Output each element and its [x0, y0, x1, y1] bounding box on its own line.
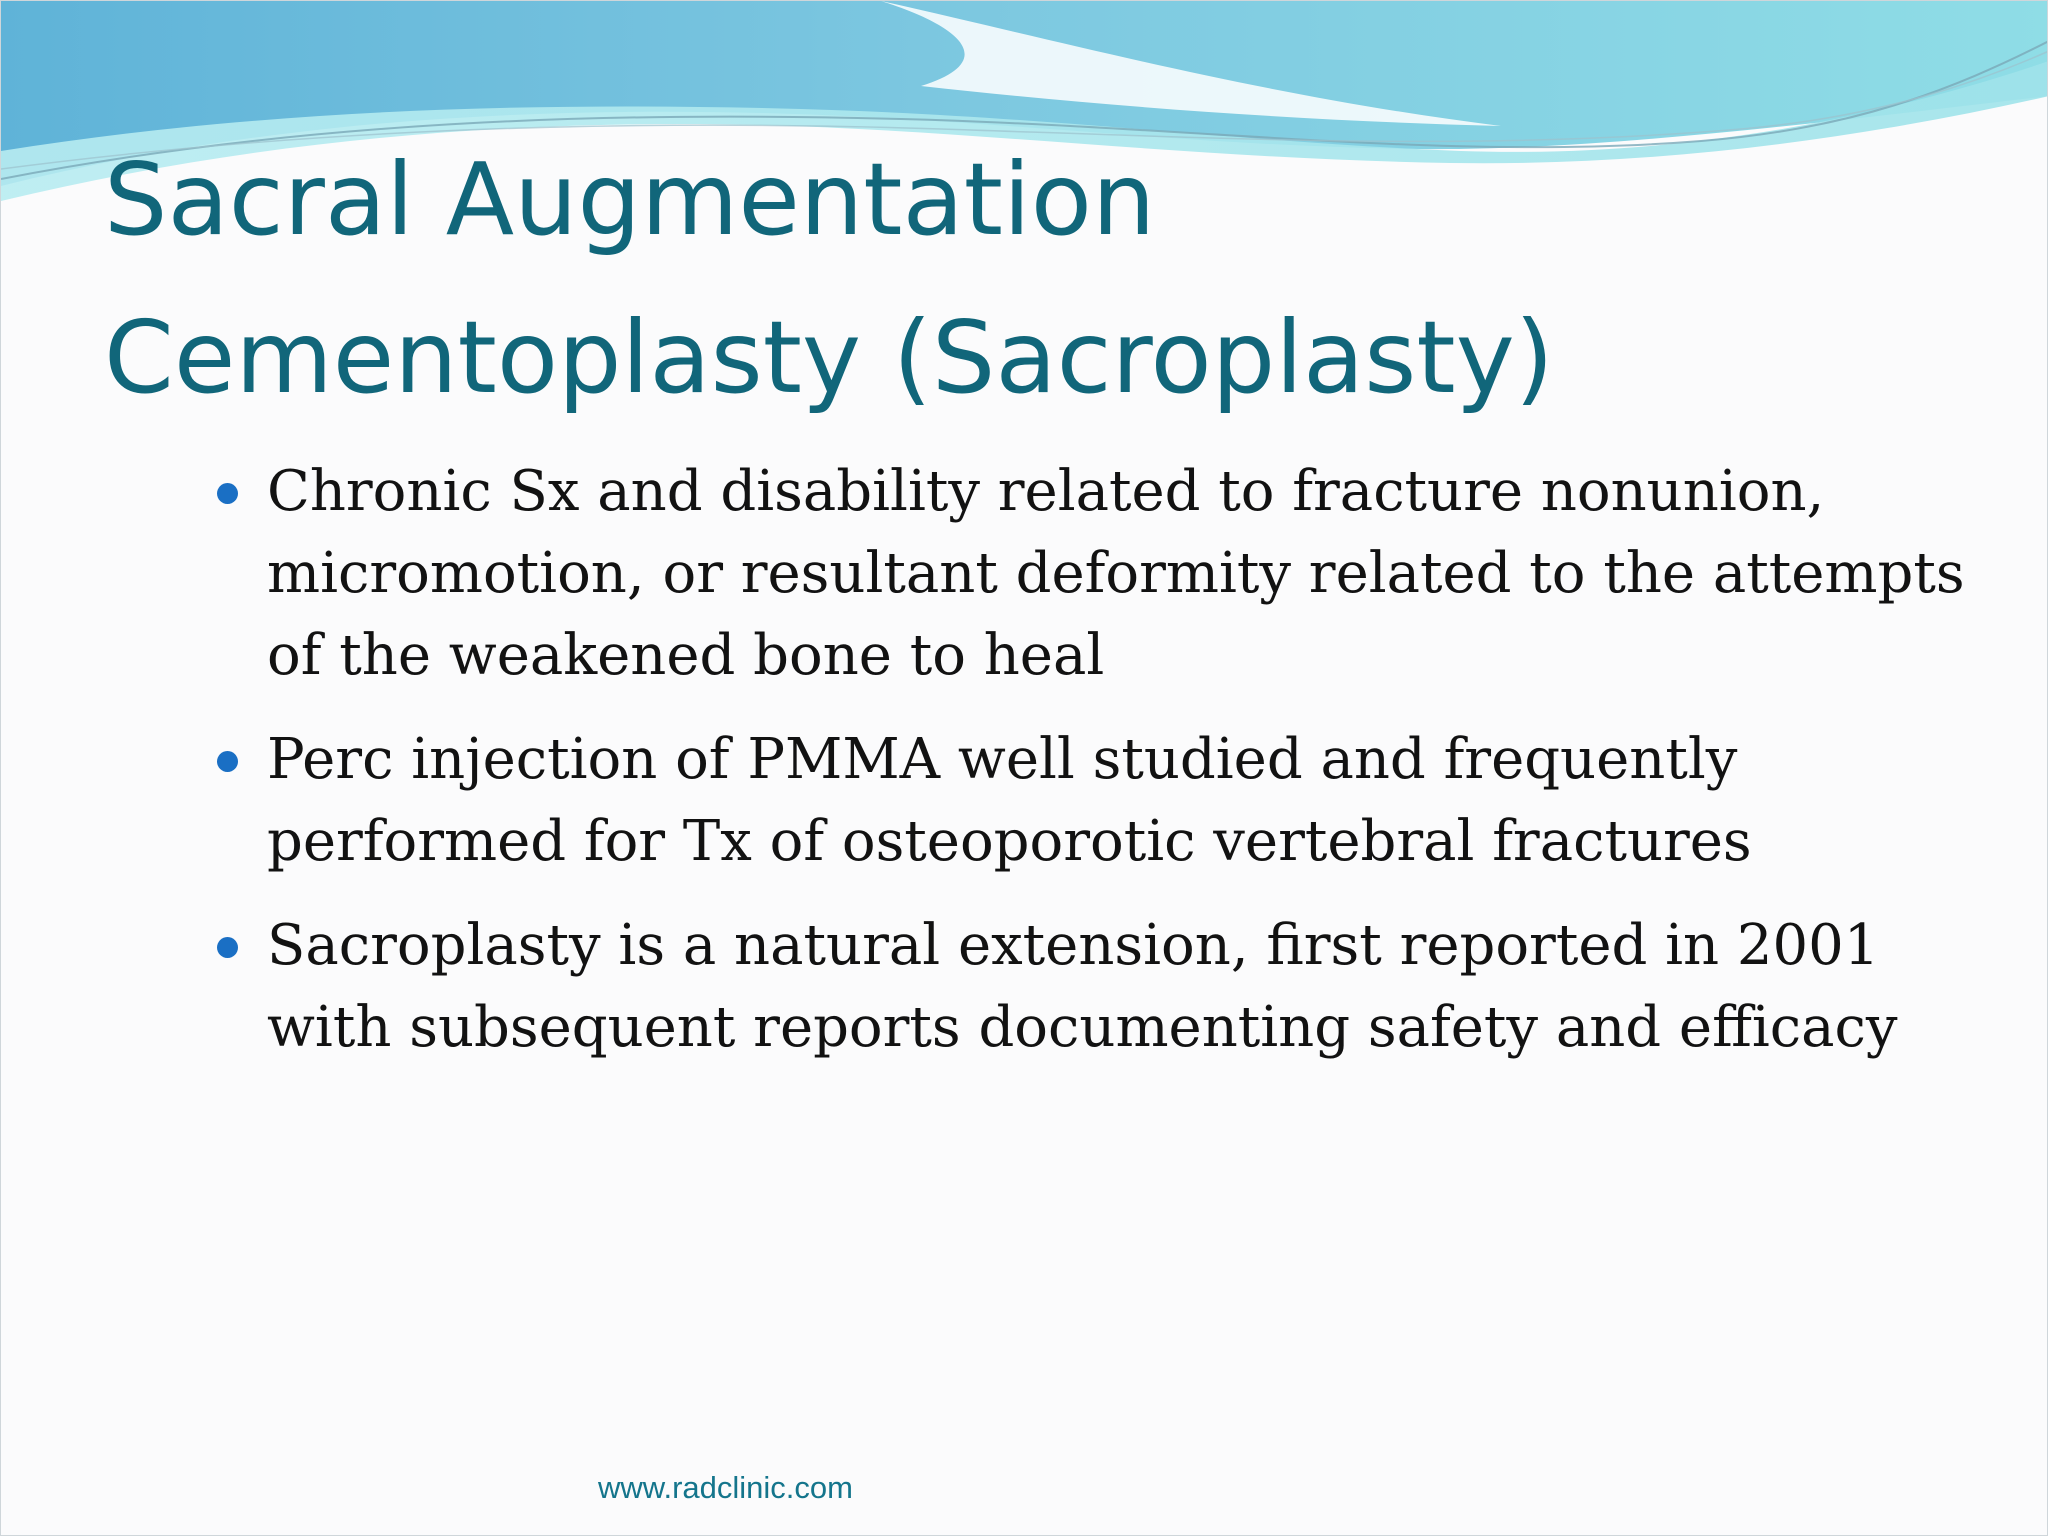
- bullet-list: [215, 451, 2015, 1091]
- bullet-dot-icon: [217, 483, 238, 504]
- bullet-text: Chronic Sx and disability related to fracture nonunion, micromotion, or resultant deformity related to the attempts of the weakened bone to heal: [267, 459, 1965, 688]
- bullet-dot-icon: [217, 751, 238, 772]
- bullet-text: Perc injection of PMMA well studied and frequently performed for Tx of osteoporotic vertebral fractures: [267, 727, 1752, 874]
- bullet-item: [215, 905, 2015, 1069]
- slide-title-line-2: Cementoplasty (Sacroplasty): [104, 299, 1554, 416]
- slide-title: [104, 121, 1984, 437]
- bullet-item: [215, 451, 2015, 697]
- slide-title-line-1: Sacral Augmentation: [104, 141, 1156, 258]
- footer-url: www.radclinic.com: [598, 1470, 853, 1505]
- bullet-dot-icon: [217, 937, 238, 958]
- bullet-item: [215, 719, 2015, 883]
- bullet-text: Sacroplasty is a natural extension, first reported in 2001 with subsequent reports documenting safety and efficacy: [267, 913, 1898, 1060]
